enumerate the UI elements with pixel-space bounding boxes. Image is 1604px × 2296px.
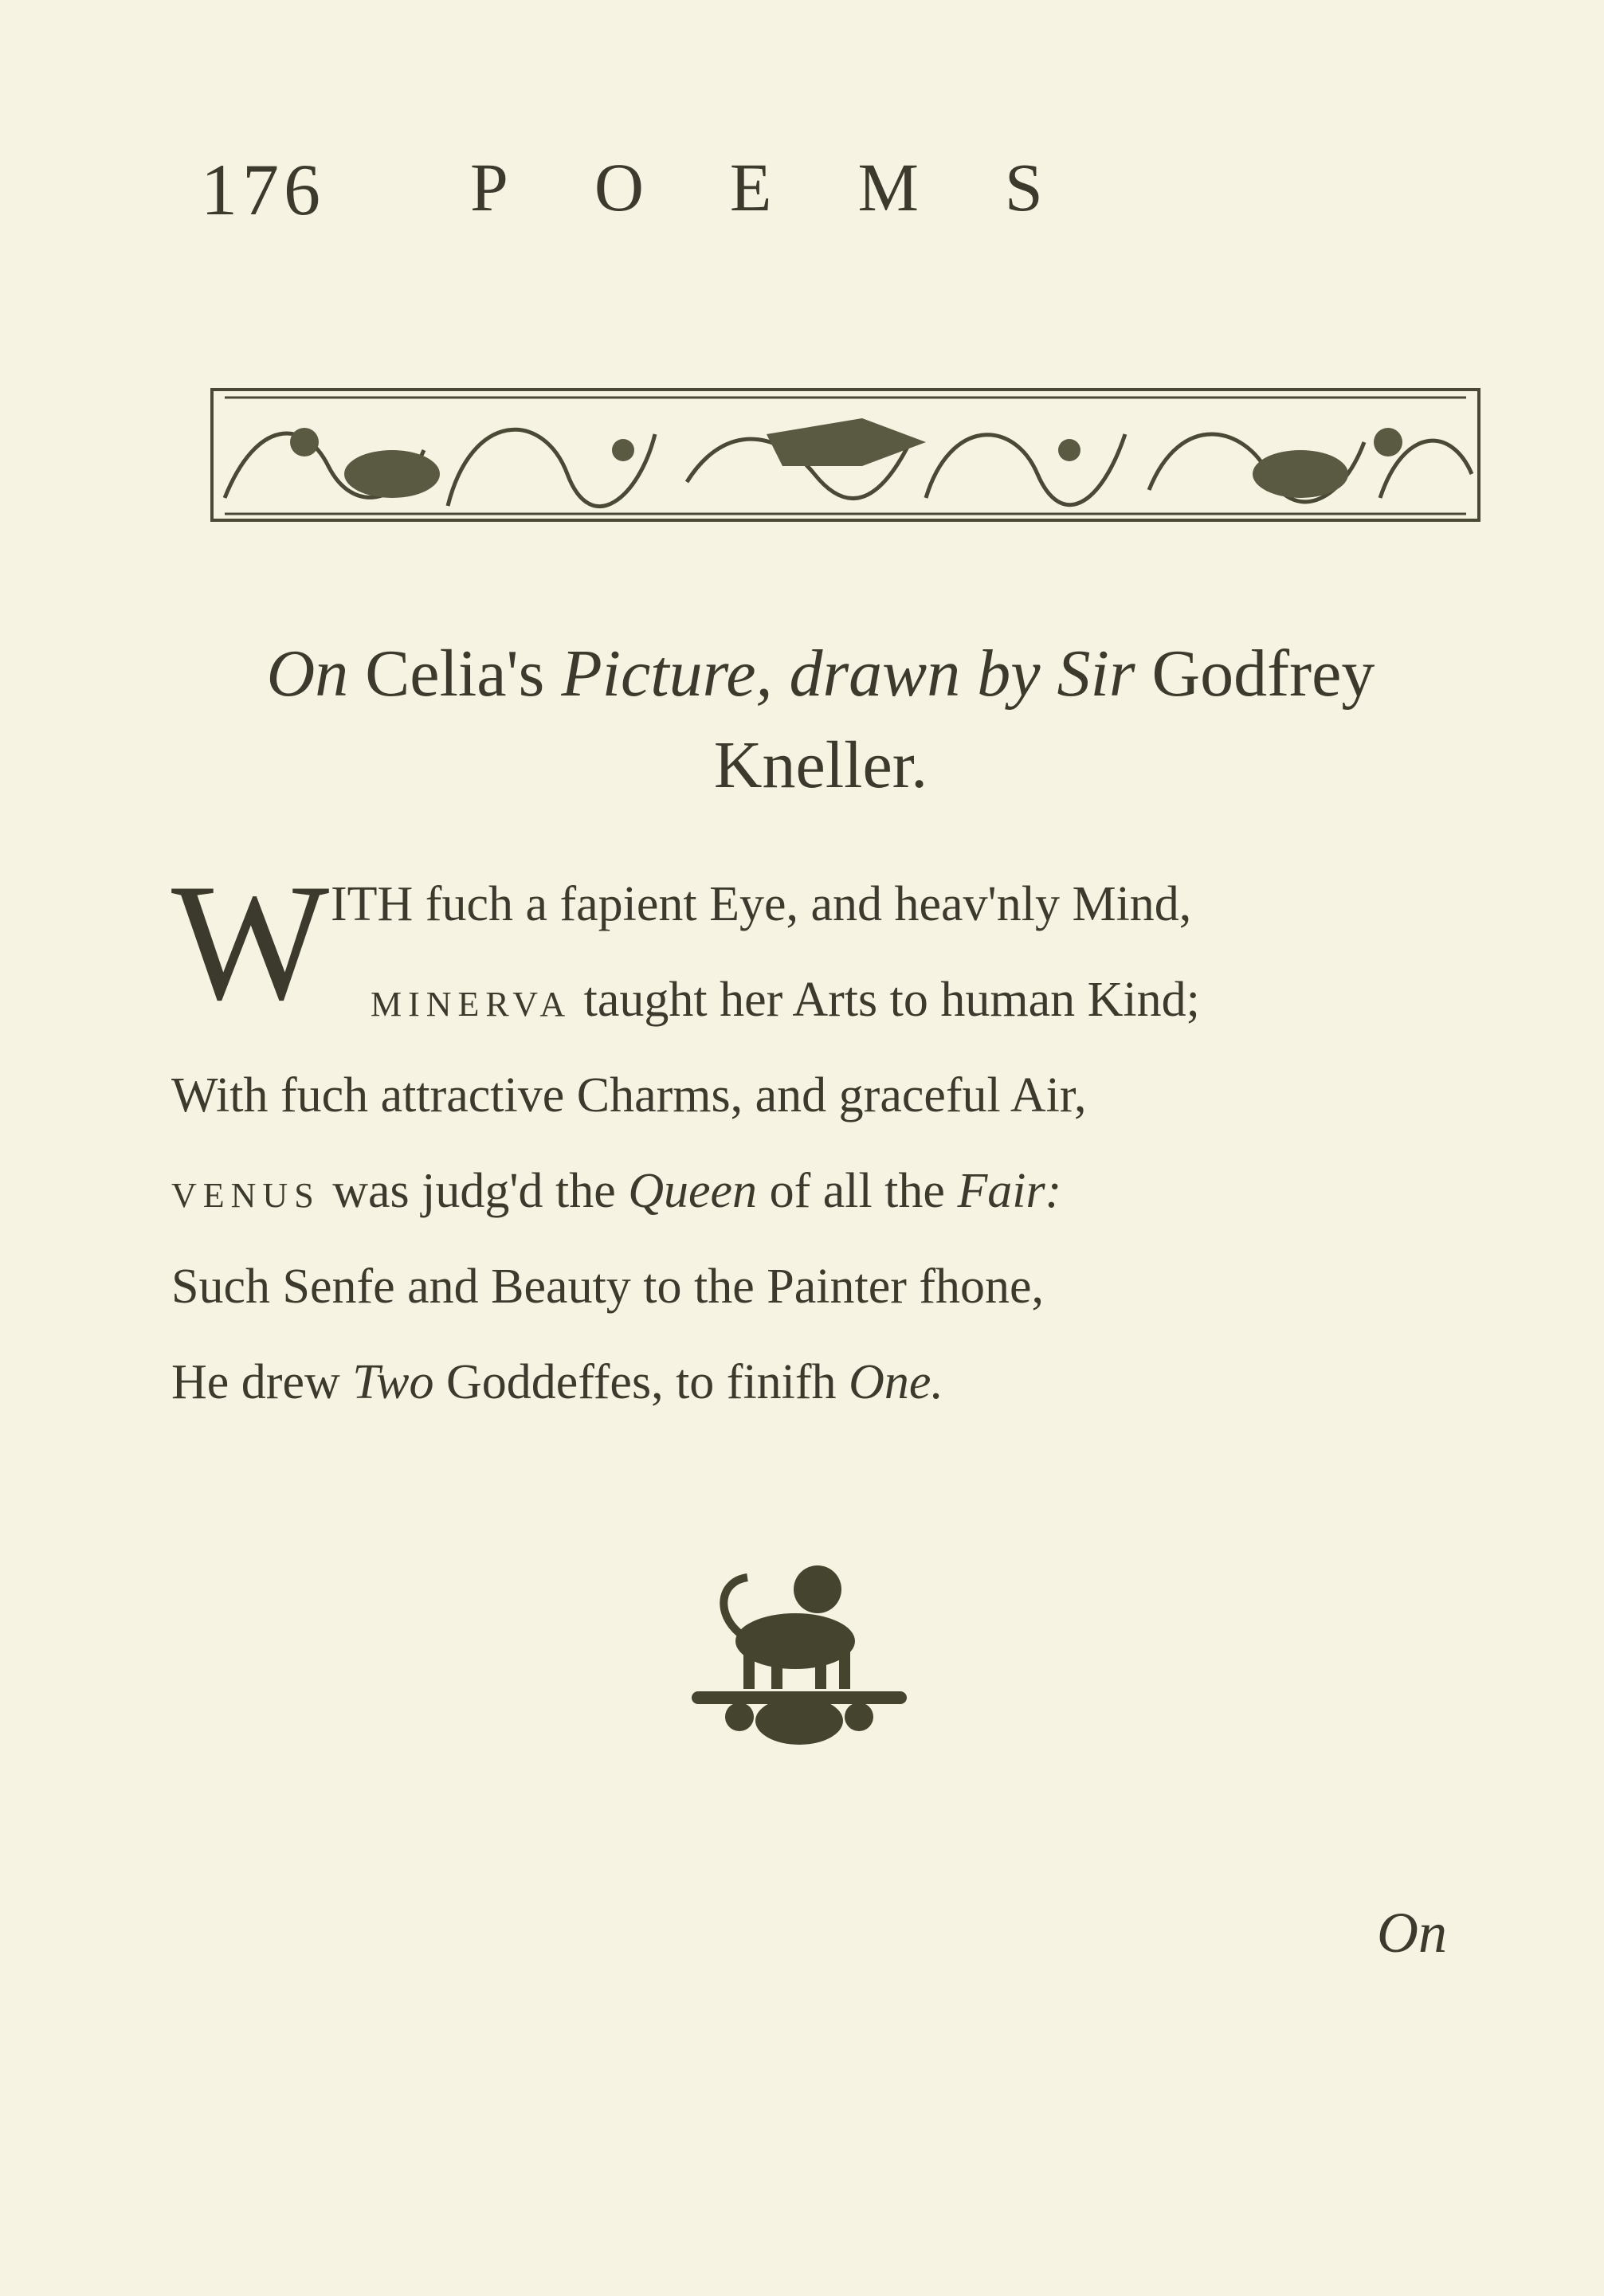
page-number: 176 — [201, 149, 325, 230]
running-head — [0, 147, 1604, 243]
title-celia: Celia's — [365, 637, 545, 711]
line-text: Goddeffes, to finifh — [433, 1355, 849, 1409]
poem-title-line2: Kneller. — [713, 728, 928, 802]
poem-line — [171, 1259, 1044, 1315]
line-text: of all the — [757, 1164, 958, 1218]
drop-cap: W — [171, 850, 330, 1035]
line-text: taught her Arts to human Kind; — [571, 973, 1200, 1027]
title-godfrey: Godfrey — [1151, 637, 1375, 711]
catchword: On — [1377, 1901, 1447, 1965]
running-title: POEMS — [470, 149, 1129, 225]
title-picture: Picture, drawn by Sir — [561, 637, 1135, 711]
italic-word: Queen — [628, 1164, 758, 1218]
line-text: He drew — [171, 1355, 353, 1409]
line-text: ITH fuch a fapient Eye, and heav'nly Mind, — [331, 877, 1192, 931]
lion-tailpiece-ornament — [684, 1557, 915, 1757]
poem-title — [159, 637, 1482, 711]
poem-line — [371, 972, 1200, 1028]
italic-word: Two — [352, 1355, 434, 1409]
poem-line — [171, 1163, 1061, 1220]
decorative-headpiece-ornament — [209, 386, 1482, 523]
small-caps-name: VENUS — [171, 1176, 320, 1215]
italic-word: One. — [849, 1355, 943, 1409]
line-text: With fuch attractive Charms, and graceful Air, — [171, 1068, 1087, 1123]
poem-line — [171, 1068, 1086, 1124]
poem-line — [331, 876, 1191, 933]
line-text: Such Senfe and Beauty to the Painter fhone, — [171, 1260, 1045, 1314]
title-on: On — [266, 637, 349, 711]
small-caps-name: MINERVA — [371, 985, 572, 1024]
poem-line — [171, 1354, 943, 1411]
line-text: was judg'd the — [320, 1164, 629, 1218]
italic-word: Fair: — [957, 1164, 1062, 1218]
